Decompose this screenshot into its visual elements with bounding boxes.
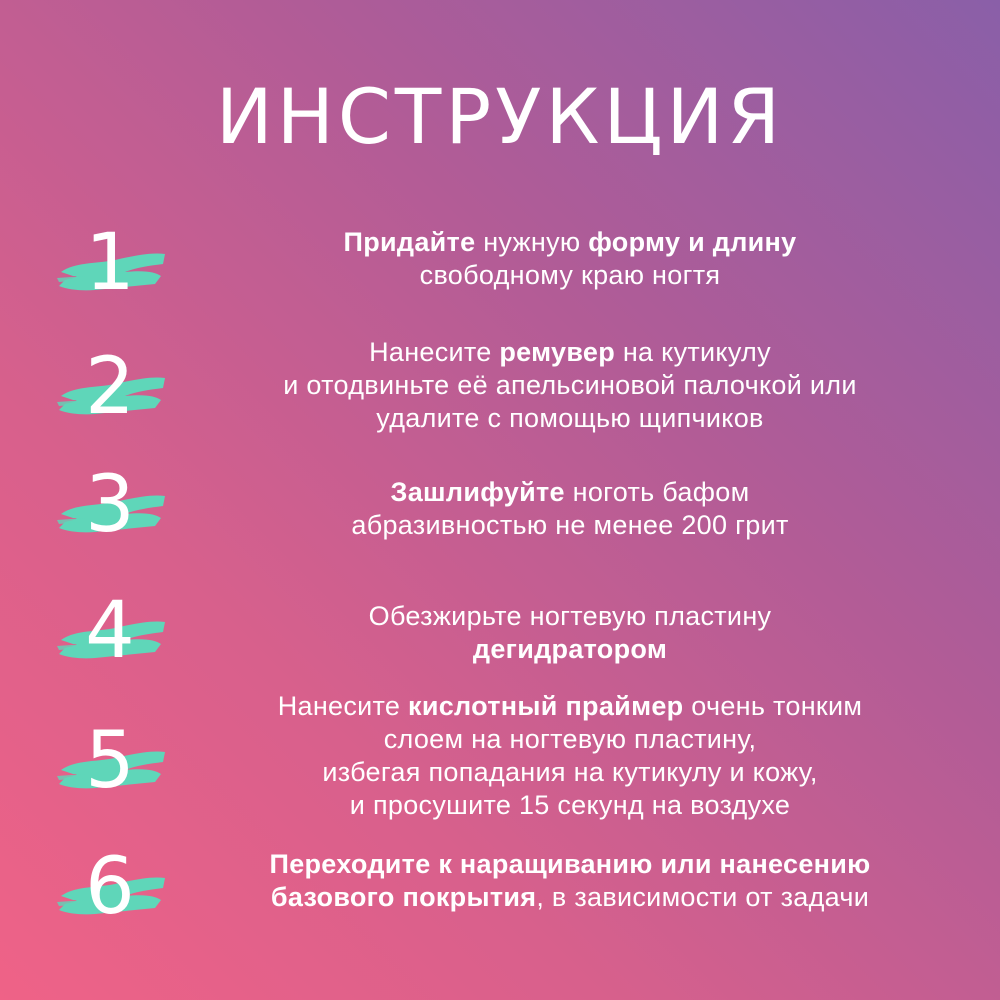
step-number-badge [55, 460, 175, 556]
step-line: удалите с помощью щипчиков [376, 403, 764, 433]
step-line: базового покрытия, в зависимости от задачи [270, 882, 870, 912]
step-line: и просушите 15 секунд на воздухе [349, 790, 791, 820]
step-number-badge [55, 842, 175, 938]
step-line: слоем на ногтевую пластину, [383, 724, 757, 754]
step-line: свободному краю ногтя [419, 260, 721, 290]
step-text [190, 848, 950, 914]
step-line: Нанесите кислотный праймер очень тонким [277, 691, 863, 721]
step-line: Нанесите ремувер на кутикулу [369, 337, 771, 367]
step-line: Зашлифуйте ноготь бафом [390, 477, 750, 507]
step-line: Придайте нужную форму и длину [343, 227, 797, 257]
step-text [190, 476, 950, 542]
page-title: ИНСТРУКЦИЯ [215, 72, 785, 161]
step-line: Обезжирьте ногтевую пластину [368, 601, 772, 631]
step-number-badge [55, 342, 175, 438]
step-line: абразивностью не менее 200 грит [351, 510, 789, 540]
step-number: 5 [85, 716, 135, 806]
step-line: и отодвиньте её апельсиновой палочкой или [283, 370, 857, 400]
step-line: дегидратором [472, 634, 668, 664]
step-number: 2 [85, 342, 135, 432]
step-number-badge [55, 586, 175, 682]
step-number-badge [55, 716, 175, 812]
step-text [190, 690, 950, 822]
step-number: 3 [85, 460, 135, 550]
step-text [190, 336, 950, 435]
step-number: 6 [85, 842, 135, 932]
step-number-badge [55, 218, 175, 314]
step-text [190, 226, 950, 292]
step-number: 1 [85, 218, 135, 308]
step-line: Переходите к наращиванию или нанесению [269, 849, 871, 879]
step-number: 4 [85, 586, 135, 676]
step-text [190, 600, 950, 666]
step-line: избегая попадания на кутикулу и кожу, [322, 757, 818, 787]
